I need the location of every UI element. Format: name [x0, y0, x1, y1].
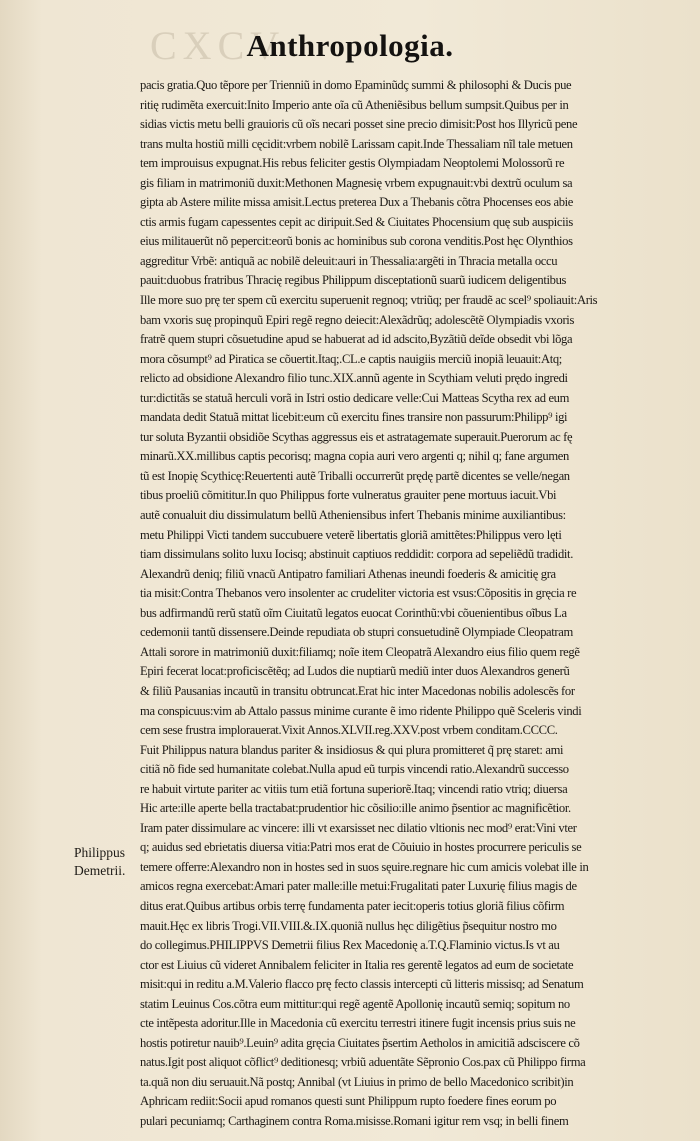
body-text	[140, 76, 675, 1132]
text-line: pacis gratia.Quo tẽpore per Trienniũ in domo Epaminũdç summi & philosophi & Ducis pue	[140, 78, 572, 92]
text-line: Iram pater dissimulare ac vincere: illi vt exarsisset nec dilatio vltionis nec mod⁹ erat:Vini vter	[140, 820, 577, 835]
text-line: bam vxoris suę propinquũ Epiri regẽ regno deiecit:Alexãdrũq; adolescẽtẽ Olympiadis vxoris	[140, 312, 574, 327]
margin-note-line: Demetrii.	[74, 863, 126, 878]
text-line: citiã nõ fide sed humanitate colebat.Nulla apud eũ turpis vincendi ratio.Alexandrũ successo	[140, 762, 569, 777]
text-line: Epiri fecerat locat:proficiscẽtẽq; ad Ludos die nuptiarũ mediũ inter duos Alexandros generũ	[140, 664, 570, 679]
text-line: temere offerre:Alexandro non in hostes sed in suos sęuire.regnare hic cum amicis volebat ille in	[140, 859, 589, 874]
text-line: autẽ conualuit diu dissimulatum bellũ Atheniensibus infert Thebanis minime auxiliantibus:	[140, 508, 566, 523]
text-line: pulari pecuniamq; Carthaginem contra Roma.misisse.Romani igitur rem vsq; in belli finem	[140, 1113, 569, 1128]
text-line: tũ est Inopię Scythicę:Reuertenti autẽ Triballi occurrerũt prędę partẽ dicentes se velle/negan	[140, 468, 570, 483]
text-line: ctor est Liuius cũ videret Annibalem feliciter in Italia res gerentẽ legatos ad eum de societate	[140, 957, 574, 972]
text-line: ta.quã non diu seruauit.Nã postq; Annibal (vt Liuius in primo de bello Macedonico scribit)in	[140, 1074, 574, 1089]
text-line: Aphricam rediit:Socii apud romanos questi sunt Philippum rupto foedere fines eorum po	[140, 1094, 557, 1109]
text-line: cem sese frustra implorauerat.Vixit Annos.XLVII.reg.XXV.post vrbem conditam.CCCC.	[140, 723, 558, 738]
text-line: misit:qui in reditu a.M.Valerio flacco prę fecto classis intercepti cũ litteris missisq; ad Senatum	[140, 977, 584, 992]
text-line: bus adfirmandũ rerũ statũ oĩm Ciuitatũ legatos euocat Corinthũ:vbi cõuenientibus oĩbus La	[140, 605, 567, 620]
text-line: ditus erat.Quibus artibus orbis terrę fundamenta pater iecit:operis totius gloriã filius cõfirm	[140, 898, 565, 913]
text-line: Attali sorore in matrimoniũ duxit:filiamq; noĩe item Cleopatrã Alexandro eius filio quem regẽ	[140, 644, 580, 659]
text-line: do collegimus.PHILIPPVS Demetrii filius Rex Macedonię a.T.Q.Flaminio victus.Is vt au	[140, 938, 560, 953]
page-header: Anthropologia.	[246, 28, 454, 63]
text-line: Alexandrũ deniq; filiũ vnacũ Antipatro familiari Athenas ineundi foederis & amicitię gra	[140, 566, 556, 581]
text-line: & filiũ Pausanias incautũ in transitu obtruncat.Erat hic inter Macedonas nobilis adolescẽs for	[140, 683, 575, 698]
text-line: amicos regna exercebat:Amari pater malle:ille metui:Frugalitati pater Luxurię filius magis de	[140, 879, 577, 894]
text-line: tur:dictitãs se statuã herculi vorã in Istri ostio dedicare velle:Cui Matteas Scytha rex ad eum	[140, 390, 570, 405]
text-line: Fuit Philippus natura blandus pariter & insidiosus & qui plura promitteret q̃ prę staret: ami	[140, 742, 564, 757]
text-line: mauit.Hęc ex libris Trogi.VII.VIII.&.IX.quoniã nullus hęc diligẽtius p̃sequitur nostro mo	[140, 918, 557, 933]
bleed-through-text: CXCV	[150, 23, 286, 68]
text-line: pauit:duobus fratribus Thracię regibus Philippum disceptationũ suarũ iudicem deligentibus	[140, 273, 567, 288]
text-line: mora cõsumpt⁹ ad Piratica se cõuertit.Itaq;.CL.e captis nauigiis merciũ inopiã leuauit:Atq;	[140, 351, 562, 366]
text-line: gipta ab Astere milite missa amisit.Lectus preterea Dux a Thebanis cõtra Phocenses eos abie	[140, 195, 574, 210]
text-line: ma conspicuus:vim ab Attalo passus minime curante ẽ imo ridente Philippo quẽ Sceleris vindi	[140, 703, 582, 718]
text-line: tem improuisus expugnat.His rebus feliciter gestis Olympiadam Neoptolemi Molossorũ re	[140, 156, 565, 171]
text-line: mandata dedit Statuã mittat licebit:eum cũ exercitu fines transire non passurum:Philipp⁹ igi	[140, 410, 568, 425]
text-line: Ille more suo prę ter spem cũ exercitu superuenit regnoq; vtriũq; per fraudẽ ac scel⁹ spoliauit:Aris	[140, 293, 598, 308]
text-line: minarũ.XX.millibus captis pecorisq; magna copia auri vero argenti q; nihil q; fane argumen	[140, 449, 569, 464]
text-line: tiam dissimulans solito luxu Iocisq; abstinuit captiuos reddidit: corpora ad sepeliẽdũ tradidit.	[140, 547, 573, 562]
text-line: gis filiam in matrimoniũ duxit:Methonen Magnesię vrbem expugnauit:vbi dextrũ oculum sa	[140, 175, 573, 190]
text-line: cte intẽpesta adoritur.Ille in Macedonia cũ exercitu terrestri itinere fugit incensis prius suis ne	[140, 1016, 576, 1031]
text-line: tur soluta Byzantii obsidiõe Scythas aggressus eis et astratagemate superauit.Puerorum ac fę	[140, 429, 573, 444]
text-line: trans multa hostiũ milli cęcidit:vrbem nobilẽ Larissam capit.Inde Thessaliam nĩl tale metuen	[140, 136, 573, 151]
margin-note	[74, 844, 142, 880]
text-line: eius militauerũt nõ pepercit:eorũ bonis ac hominibus sub corona venditis.Post hęc Olynthios	[140, 234, 573, 249]
text-line: q; auidus sed ebrietatis diuersa vitia:Patri mos erat de Cõuiuio in hostes procurrere periculis se	[140, 840, 582, 855]
text-line: sidias victis metu belli grauioris cũ oĩs necari posset sine precio dimisit:Post hos Illyricũ pene	[140, 117, 578, 132]
text-line: tia misit:Contra Thebanos vero insolenter ac crudeliter victoria est vsus:Cõpositis in gręcia re	[140, 586, 577, 601]
text-line: aggreditur Vrbẽ: antiquã ac nobilẽ deleuit:auri in Thessalia:argẽti in Thracia metalla occu	[140, 253, 558, 268]
text-line: Hic arte:ille aperte bella tractabat:prudentior hic cõsilio:ille animo p̃sentior ac magnificẽtior.	[140, 801, 571, 816]
text-line: metu Philippi Victi tandem succubuere veterẽ libertatis gloriã amittẽtes:Philippus vero lęti	[140, 527, 562, 542]
text-line: fratrẽ quem stupri cõsuetudine apud se habuerat ad id adscito,Byzãtiũ deĩde obsedit vbi lõga	[140, 332, 573, 347]
text-line: re habuit virtute pariter ac vitiis tum etiã fortuna superiorẽ.Itaq; vincendi ratio vtriq; diuersa	[140, 781, 568, 796]
text-line: ritię rudimẽta exercuit:Inito Imperio ante oĩa cũ Atheniẽsibus bellum sumpsit.Quibus per in	[140, 97, 569, 112]
text-line: statim Leuinus Cos.cõtra eum mittitur:qui regẽ agentẽ Apollonię incautũ semiq; sopitum no	[140, 996, 570, 1011]
text-line: relicto ad obsidione Alexandro filio tunc.XIX.annũ agente in Scythiam veluti prędo ingredi	[140, 371, 568, 386]
text-line: hostis potiretur nauib⁹.Leuin⁹ adita gręcia Ciuitates p̃sertim Aetholos in amicitiã adsciscere cõ	[140, 1035, 580, 1050]
text-line: cedemonii tantũ dissensere.Deinde repudiata ob stupri consuetudinẽ Olympiade Cleopatram	[140, 625, 573, 640]
text-line: ctis armis fugam capessentes cepit ac diripuit.Sed & Ciuitates Phocensium quę sub auspiciis	[140, 214, 573, 229]
text-line: tibus proeliũ cõmititur.In quo Philippus forte vulneratus grauiter pene mortuus iacuit.Vbi	[140, 488, 557, 503]
text-line: natus.Igit post aliquot cõflict⁹ deditionesq; vrbiũ aduentãte Sẽpronio Cos.pax cũ Philippo firma	[140, 1055, 586, 1070]
margin-note-line: Philippus	[74, 845, 126, 860]
